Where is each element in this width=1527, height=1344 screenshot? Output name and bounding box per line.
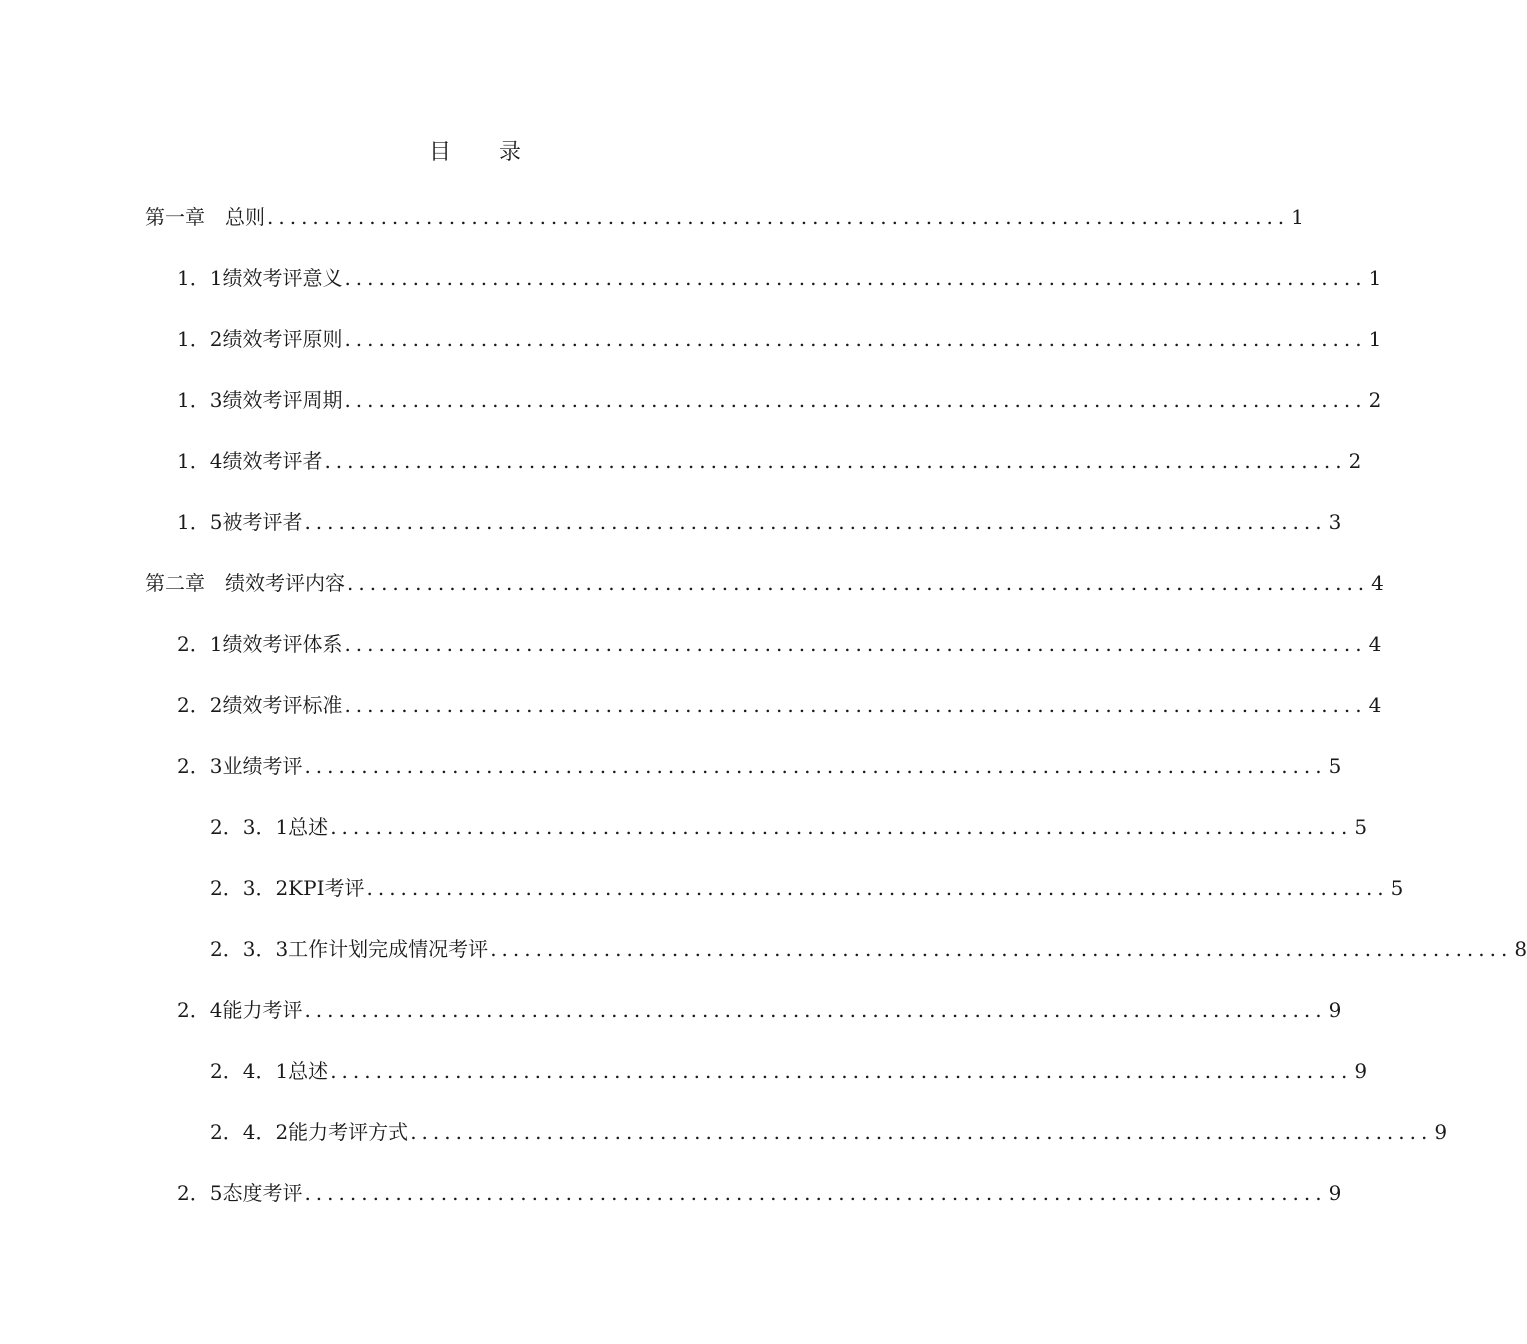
toc-dot-leader: .......................................................................................... bbox=[490, 937, 1513, 961]
toc-dot-leader: .......................................................................................... bbox=[344, 388, 1367, 412]
toc-entry-label: 1．4绩效考评者 bbox=[177, 449, 323, 473]
toc-entry-1-1[interactable] bbox=[177, 261, 1382, 295]
toc-entry-2-5[interactable] bbox=[177, 1176, 1342, 1210]
toc-entry-2-4-1[interactable] bbox=[210, 1054, 1368, 1088]
toc-dot-leader: .......................................................................................... bbox=[304, 754, 1327, 778]
toc-dot-leader: .......................................................................................... bbox=[330, 815, 1353, 839]
toc-entry-page: 9 bbox=[1434, 1120, 1448, 1144]
toc-entry-page: 5 bbox=[1390, 876, 1404, 900]
toc-dot-leader: .......................................................................................... bbox=[304, 998, 1327, 1022]
toc-entry-1-5[interactable] bbox=[177, 505, 1342, 539]
toc-dot-leader: .......................................................................................... bbox=[304, 510, 1327, 534]
toc-entry-page: 2 bbox=[1348, 449, 1362, 473]
toc-entry-1-4[interactable] bbox=[177, 444, 1362, 478]
toc-entry-chapter-1[interactable] bbox=[145, 200, 1304, 234]
toc-entry-2-3[interactable] bbox=[177, 749, 1342, 783]
toc-entry-page: 4 bbox=[1368, 632, 1382, 656]
toc-entry-label: 2．1绩效考评体系 bbox=[177, 632, 343, 656]
toc-dot-leader: .......................................................................................... bbox=[344, 327, 1367, 351]
toc-entry-chapter-2[interactable] bbox=[145, 566, 1384, 600]
toc-entry-label: 2．3．3工作计划完成情况考评 bbox=[210, 937, 489, 961]
toc-entry-label: 1．2绩效考评原则 bbox=[177, 327, 343, 351]
toc-entry-2-3-2[interactable] bbox=[210, 871, 1404, 905]
toc-dot-leader: .......................................................................................... bbox=[324, 449, 1347, 473]
toc-entry-1-2[interactable] bbox=[177, 322, 1382, 356]
toc-entry-2-3-1[interactable] bbox=[210, 810, 1368, 844]
toc-dot-leader: .......................................................................................... bbox=[344, 266, 1367, 290]
toc-entry-page: 1 bbox=[1368, 327, 1382, 351]
toc-entry-2-4-2[interactable] bbox=[210, 1115, 1448, 1149]
toc-entry-label: 2．5态度考评 bbox=[177, 1181, 303, 1205]
toc-entry-page: 9 bbox=[1328, 1181, 1342, 1205]
toc-entry-2-3-3[interactable] bbox=[210, 932, 1527, 966]
toc-entry-label: 1．3绩效考评周期 bbox=[177, 388, 343, 412]
toc-entry-2-4[interactable] bbox=[177, 993, 1342, 1027]
toc-entry-label: 第二章 绩效考评内容 bbox=[145, 571, 345, 595]
toc-entry-label: 第一章 总则 bbox=[145, 205, 265, 229]
toc-entry-page: 1 bbox=[1368, 266, 1382, 290]
toc-entry-page: 5 bbox=[1354, 815, 1368, 839]
toc-entry-page: 2 bbox=[1368, 388, 1382, 412]
toc-entry-page: 4 bbox=[1371, 571, 1384, 595]
toc-entry-page: 8 bbox=[1514, 937, 1527, 961]
toc-dot-leader: .......................................................................................... bbox=[304, 1181, 1327, 1205]
toc-entry-page: 9 bbox=[1328, 998, 1342, 1022]
toc-dot-leader: .......................................................................................... bbox=[267, 205, 1290, 229]
toc-entry-1-3[interactable] bbox=[177, 383, 1382, 417]
toc-entry-label: 1．5被考评者 bbox=[177, 510, 303, 534]
toc-entry-label: 2．2绩效考评标准 bbox=[177, 693, 343, 717]
toc-entry-2-2[interactable] bbox=[177, 688, 1382, 722]
toc-entry-label: 2．4能力考评 bbox=[177, 998, 303, 1022]
toc-entry-label: 2．4．2能力考评方式 bbox=[210, 1120, 409, 1144]
toc-entry-page: 3 bbox=[1328, 510, 1342, 534]
toc-title-part2: 录 bbox=[499, 140, 522, 165]
toc-entry-page: 4 bbox=[1368, 693, 1382, 717]
toc-entry-label: 2．3．2KPI考评 bbox=[210, 876, 365, 900]
toc-entry-page: 1 bbox=[1291, 205, 1304, 229]
toc-entry-page: 5 bbox=[1328, 754, 1342, 778]
toc-dot-leader: .......................................................................................... bbox=[366, 876, 1389, 900]
toc-entry-label: 1．1绩效考评意义 bbox=[177, 266, 343, 290]
toc-dot-leader: .......................................................................................... bbox=[344, 632, 1367, 656]
toc-dot-leader: .......................................................................................... bbox=[344, 693, 1367, 717]
toc-entry-2-1[interactable] bbox=[177, 627, 1382, 661]
toc-entry-label: 2．4．1总述 bbox=[210, 1059, 329, 1083]
toc-title-part1: 目 bbox=[428, 140, 451, 165]
toc-dot-leader: .......................................................................................... bbox=[330, 1059, 1353, 1083]
toc-entry-label: 2．3业绩考评 bbox=[177, 754, 303, 778]
toc-dot-leader: .......................................................................................... bbox=[347, 571, 1370, 595]
toc-entry-label: 2．3．1总述 bbox=[210, 815, 329, 839]
toc-dot-leader: .......................................................................................... bbox=[410, 1120, 1433, 1144]
toc-entry-page: 9 bbox=[1354, 1059, 1368, 1083]
